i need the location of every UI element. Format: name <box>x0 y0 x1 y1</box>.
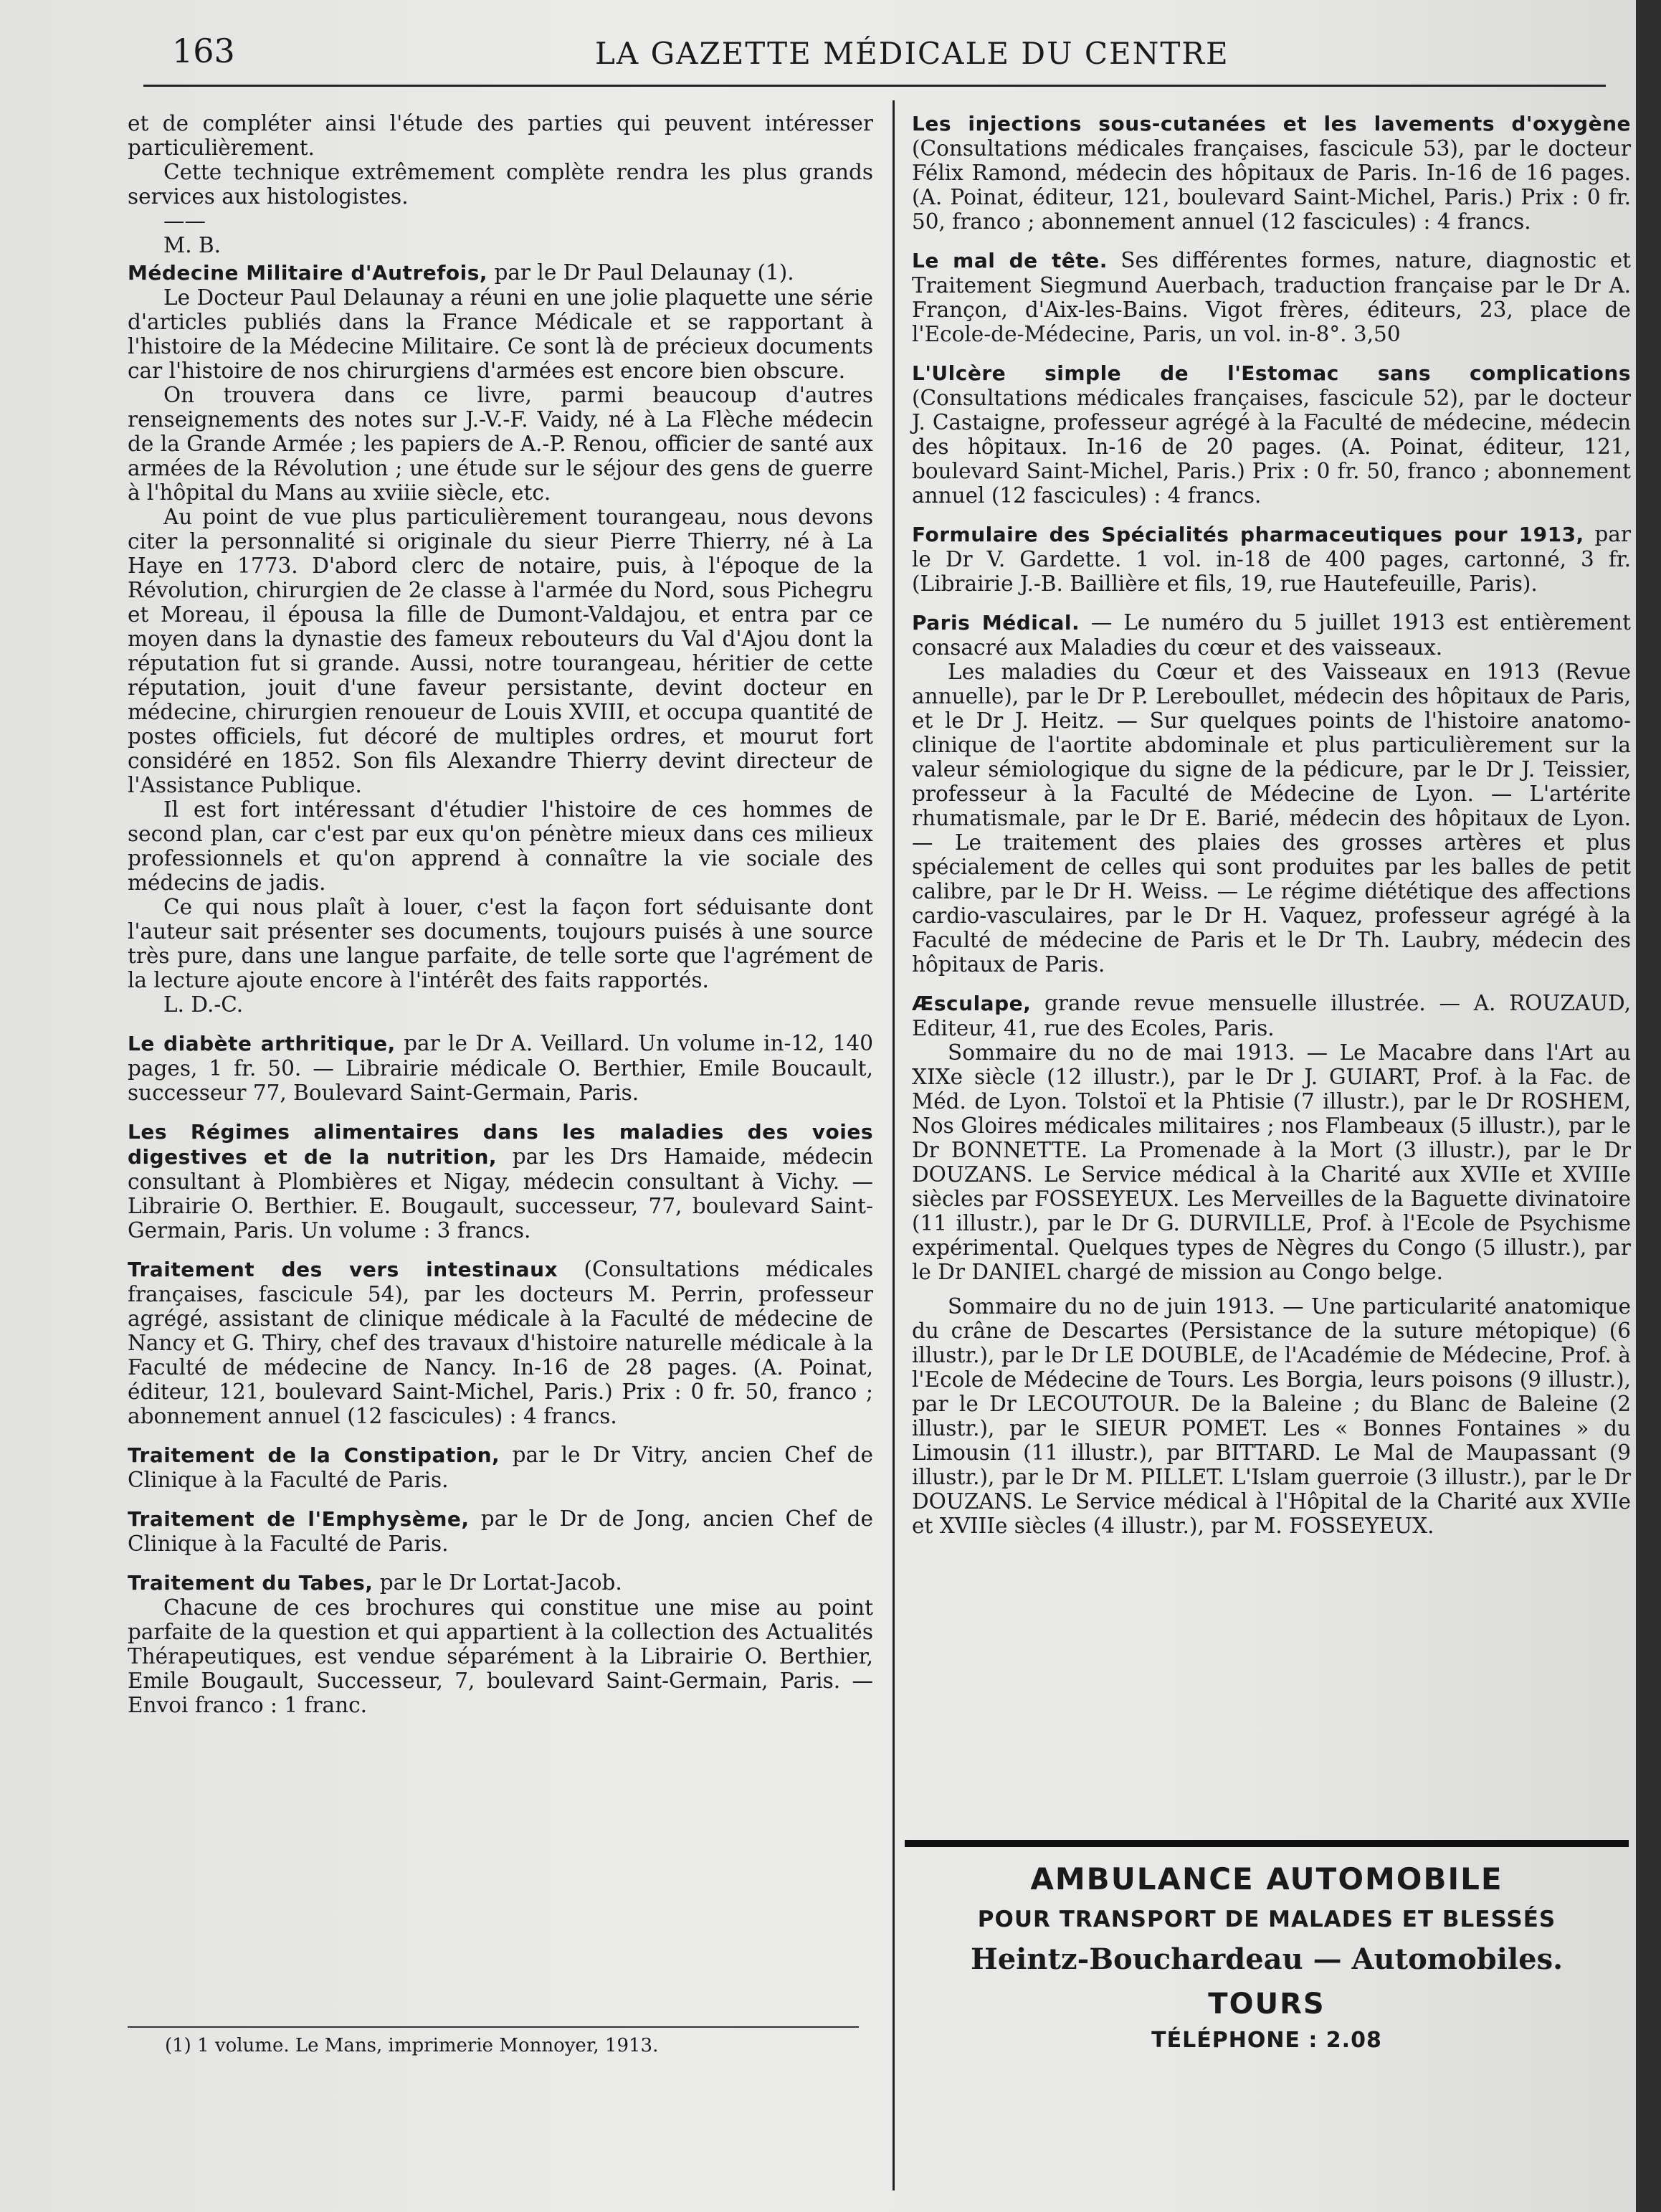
signature-ldc: L. D.-C. <box>163 992 244 1017</box>
notice-vers <box>128 1257 873 1428</box>
intro-text-2: Cette technique extrêmement complète rendra les plus grands services aux histologistes. <box>128 160 873 209</box>
paris-contents: Les maladies du Cœur et des Vaisseaux en 1913 (Revue annuelle), par le Dr P. Lereboullet, médecin des hôpitaux de Paris, et le Dr J. Heitz. — Sur quelques points de l'histoire anatomo-clinique de l'aortite abdominale et plus particulièrement sur la valeur sémiologique du signe de la pédicure, par le Dr J. Teissier, professeur à la Faculté de Médecine de Lyon. — L'artérite rhumatismale, par le Dr E. Barié, médecin des hôpitaux de Lyon. — Le traitement des plaies des grosses artères et plus spécialement de celles qui sont produites par les balles de petit calibre, par le Dr H. Weiss. — Le régime diététique des affections cardio-vasculaires, par le Dr H. Vaquez, professeur agrégé à la Faculté de médecine de Paris et le Dr Th. Laubry, médecin des hôpitaux de Paris. <box>912 660 1631 977</box>
notice-title: Traitement des vers intestinaux <box>128 1258 558 1281</box>
review-military-medicine <box>128 260 873 1017</box>
signature-mb: M. B. <box>163 233 222 257</box>
intro-entry <box>128 111 873 257</box>
notice-title: Formulaire des Spécialités pharmaceutiques pour 1913, <box>912 523 1584 546</box>
notice-diabete <box>128 1031 873 1105</box>
review-paragraph: On trouvera dans ce livre, parmi beaucoup d'autres renseignements des notes sur J.-V.-F. Vaidy, né à La Flèche médecin de la Grande Armée ; les papiers de A.-P. Renou, officier de santé aux armées de la Révolution ; une étude sur le séjour des gens de guerre à l'hôpital du Mans au xviiie siècle, etc. <box>128 383 873 505</box>
advertisement <box>905 1861 1629 2053</box>
notice-text: (Consultations médicales françaises, fascicule 52), par le docteur J. Castaigne, professeur agrégé à la Faculté de médecine, médecin des hôpitaux. In-16 de 20 pages. (A. Poinat, éditeur, 121, boulevard Saint-Michel, Paris.) Prix : 0 fr. 50, franco ; abonnement annuel (12 fascicules) : 4 francs. <box>912 386 1631 508</box>
notice-title: Les injections sous-cutanées et les lavements d'oxygène <box>912 112 1631 136</box>
notice-ulcere <box>912 361 1631 508</box>
review-paragraph: Le Docteur Paul Delaunay a réuni en une jolie plaquette une série d'articles publiés dans la France Médicale et se rapportant à l'histoire de la Médecine Militaire. Ce sont là de précieux documents car l'histoire de nos chirurgiens d'armées est encore bien obscure. <box>128 285 873 383</box>
review-title: Médecine Militaire d'Autrefois, <box>128 261 488 285</box>
notice-regimes <box>128 1119 873 1243</box>
running-title: LA GAZETTE MÉDICALE DU CENTRE <box>595 36 1229 71</box>
separator: —— <box>163 209 206 233</box>
notice-title: Les Régimes alimentaires dans les maladies des voies digestives et de la nutrition, <box>128 1120 873 1169</box>
column-rule <box>893 100 895 2190</box>
review-author: par le Dr Paul Delaunay (1). <box>487 260 794 285</box>
ad-company: Heintz-Bouchardeau — Automobiles. <box>970 1942 1564 1976</box>
sommaire-mai: Sommaire du no de mai 1913. — Le Macabre dans l'Art au XIXe siècle (12 illustr.), par le Dr J. GUIART, Prof. à la Fac. de Méd. de Lyon. Tolstoï et la Phtisie (7 illustr.), par le Dr ROSHEM, Nos Gloires médicales militaires ; nos Flambeaux (5 illustr.), par le Dr BONNETTE. La Promenade à la Mort (3 illustr.), par le Dr DOUZANS. Le Service médical à la Charité aux XVIIe et XVIIIe siècles par FOSSEYEUX. Les Merveilles de la Baguette divinatoire (11 illustr.), par le Dr G. DURVILLE, Prof. à l'Ecole de Psychisme expérimental. Quelques types de Nègres du Congo (5 illustr.), par le Dr DANIEL chargé de mission au Congo belge. <box>912 1040 1631 1284</box>
page-number: 163 <box>172 32 235 70</box>
review-paragraph: Au point de vue plus particulièrement tourangeau, nous devons citer la personnalité si originale du sieur Pierre Thierry, né à La Haye en 1773. D'abord clerc de notaire, puis, à l'époque de la Révolution, chirurgien de 2e classe à l'armée du Nord, sous Pichegru et Moreau, il épousa la fille de Dumont-Valdajou, et entra par ce moyen dans la dynastie des fameux rebouteurs du Val d'Ajou dont la réputation fut si grande. Aussi, notre tourangeau, héritier de cette réputation, jouit d'une faveur persistante, devint docteur en médecine, chirurgien renoueur de Louis XVIII, et occupa quantité de postes officiels, fut décoré de multiples ordres, et mourut fort considéré en 1852. Son fils Alexandre Thierry devint directeur de l'Assistance Publique. <box>128 505 873 797</box>
review-paragraph: Il est fort intéressant d'étudier l'histoire de ces hommes de second plan, car c'est par eux qu'on pénètre mieux dans ces milieux professionnels et qu'on apprend à connaître la vie sociale des médecins de jadis. <box>128 797 873 895</box>
ad-headline: AMBULANCE AUTOMOBILE <box>1030 1861 1503 1897</box>
intro-text: et de compléter ainsi l'étude des parties qui peuvent intéresser particulièrement. <box>128 111 873 160</box>
notice-title: Æsculape, <box>912 992 1032 1015</box>
brochures-paragraph: Chacune de ces brochures qui constitue une mise au point parfaite de la question et qui appartient à la collection des Actualités Thérapeutiques, est vendue séparément à la Librairie O. Berthier, Emile Bougault, Successeur, 7, boulevard Saint-Germain, Paris. — Envoi franco : 1 franc. <box>128 1595 873 1717</box>
notice-injections <box>912 111 1631 234</box>
review-paragraph: Ce qui nous plaît à louer, c'est la façon fort séduisante dont l'auteur sait présenter ses documents, toujours puisés à une source très pure, dans une langue parfaite, de telle sorte que l'agrément de la lecture ajoute encore à l'intérêt des faits rapportés. <box>128 895 873 992</box>
ad-subheadline: POUR TRANSPORT DE MALADES ET BLESSÉS <box>977 1907 1556 1932</box>
page-edge-shadow <box>1636 0 1661 2212</box>
notice-title: Le diabète arthritique, <box>128 1032 396 1055</box>
notice-text: par le Dr Lortat-Jacob. <box>373 1570 622 1595</box>
notice-text: — Le numéro du 5 juillet 1913 est entièrement consacré aux Maladies du cœur et des vaisseaux. <box>912 610 1631 660</box>
footnote: (1) 1 volume. Le Mans, imprimerie Monnoyer, 1913. <box>165 2035 659 2056</box>
notice-formulaire <box>912 522 1631 596</box>
ad-telephone: TÉLÉPHONE : 2.08 <box>1151 2028 1382 2053</box>
header-rule <box>143 85 1606 87</box>
sommaire-juin: Sommaire du no de juin 1913. — Une particularité anatomique du crâne de Descartes (Persistance de la suture métopique) (6 illustr.), par le Dr LE DOUBLE, de l'Académie de Médecine, Prof. à l'Ecole de Médecine de Tours. Les Borgia, leurs poisons (9 illustr.), par le Dr LECOUTOUR. De la Baleine ; du Blanc de Baleine (2 illustr.), par le SIEUR POMET. Les « Bonnes Fontaines » du Limousin (11 illustr.), par BITTARD. Le Mal de Maupassant (9 illustr.), par le Dr M. PILLET. L'Islam guerroie (3 illustr.), par le Dr DOUZANS. Le Service médical à l'Hôpital de la Charité aux XVIIe et XVIIIe siècles (4 illustr.), par M. FOSSEYEUX. <box>912 1294 1631 1538</box>
notice-text: Ses différentes formes, nature, diagnostic et Traitement Siegmund Auerbach, traduction française par le Dr A. Françon, d'Aix-les-Bains. Vigot frères, éditeurs, 23, place de l'Ecole-de-Médecine, Paris, un vol. in-8°. 3,50 <box>912 248 1632 346</box>
notice-emphyseme <box>128 1506 873 1556</box>
advertisement-rule <box>905 1840 1629 1847</box>
notice-tabes <box>128 1570 873 1717</box>
notice-constipation <box>128 1443 873 1492</box>
notice-esculape <box>912 991 1631 1538</box>
notice-title: Traitement de la Constipation, <box>128 1443 500 1467</box>
notice-mal-de-tete <box>912 248 1631 346</box>
ad-city: TOURS <box>1208 1988 1326 2021</box>
notice-text: par les Drs Hamaide, médecin consultant à Plombières et Nigay, médecin consultant à Vichy. — Librairie O. Berthier. E. Bougault, successeur, 77, boulevard Saint-Germain, Paris. Un volume : 3 francs. <box>128 1144 873 1243</box>
notice-title: Paris Médical. <box>912 611 1080 635</box>
notice-title: Traitement du Tabes, <box>128 1571 373 1595</box>
notice-text: grande revue mensuelle illustrée. — A. ROUZAUD, Editeur, 41, rue des Ecoles, Paris. <box>912 991 1631 1040</box>
notice-text: par le Dr de Jong, ancien Chef de Clinique à la Faculté de Paris. <box>128 1506 874 1556</box>
footnote-rule <box>128 2026 859 2028</box>
notice-text: (Consultations médicales françaises, fascicule 54), par les docteurs M. Perrin, professeur agrégé, assistant de clinique médicale à la Faculté de médecine de Nancy et G. Thiry, chef des travaux d'histoire naturelle médicale à la Faculté de médecine de Nancy. In-16 de 28 pages. (A. Poinat, éditeur, 121, boulevard Saint-Michel, Paris.) Prix : 0 fr. 50, franco ; abonnement annuel (12 fascicules) : 4 francs. <box>128 1257 873 1428</box>
notice-title: Le mal de tête. <box>912 249 1108 272</box>
notice-text: par le Dr V. Gardette. 1 vol. in-18 de 400 pages, cartonné, 3 fr. (Librairie J.-B. Baillière et fils, 19, rue Hautefeuille, Paris). <box>912 522 1631 596</box>
notice-text: par le Dr A. Veillard. Un volume in-12, 140 pages, 1 fr. 50. — Librairie médicale O. Berthier, Emile Boucault, successeur 77, Boulevard Saint-Germain, Paris. <box>128 1031 873 1105</box>
notice-title: L'Ulcère simple de l'Estomac sans complications <box>912 361 1631 385</box>
notice-paris-medical <box>912 610 1631 977</box>
right-column <box>912 111 1631 1552</box>
notice-text: par le Dr Vitry, ancien Chef de Clinique à la Faculté de Paris. <box>128 1443 874 1492</box>
notice-title: Traitement de l'Emphysème, <box>128 1507 470 1531</box>
notice-text: (Consultations médicales françaises, fascicule 53), par le docteur Félix Ramond, médecin des hôpitaux de Paris. In-16 de 16 pages. (A. Poinat, éditeur, 121, boulevard Saint-Michel, Paris.) Prix : 0 fr. 50, franco ; abonnement annuel (12 fascicules) : 4 francs. <box>912 136 1631 234</box>
left-column <box>128 111 873 1732</box>
